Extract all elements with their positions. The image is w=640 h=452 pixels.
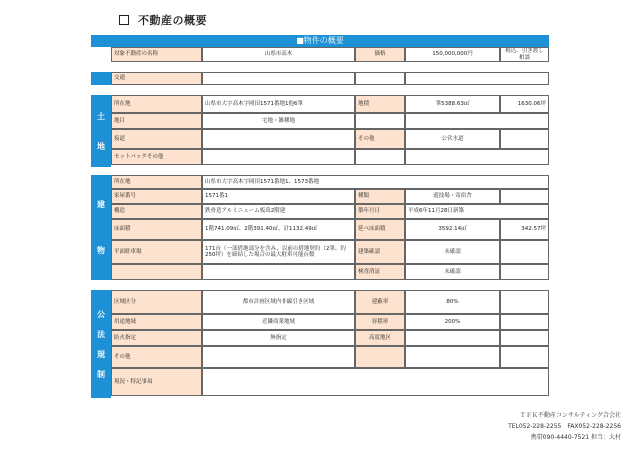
checkbox-icon (119, 15, 129, 25)
empty-cell (202, 264, 355, 280)
coverage-value: 80% (405, 290, 500, 314)
notes-value (202, 368, 549, 396)
house-number-label: 家屋番号 (111, 189, 202, 204)
coverage-label: 建蔽率 (355, 290, 405, 314)
property-name-label (111, 47, 202, 62)
empty-cell (355, 149, 405, 165)
far-value: 200% (405, 314, 500, 330)
notes-label: 現況・特記事項 (111, 368, 202, 396)
land-other-label: その他 (355, 129, 405, 149)
empty-cell (500, 240, 549, 264)
empty-cell (500, 346, 549, 368)
building-address-label: 所在地 (111, 175, 202, 189)
side-char: 法 (97, 329, 105, 339)
footer-mobile: 携帯090-4440-7521 担当：大村 (530, 434, 621, 441)
traffic-label (111, 72, 202, 85)
footer-tel: TEL052-228-2255 FAX052-228-2256 (508, 423, 621, 430)
inspection-label: 検査済証 (355, 264, 405, 280)
empty-cell (405, 113, 549, 129)
page-title-text: 不動産の概要 (138, 14, 207, 27)
traffic-cell (405, 72, 549, 85)
building-confirm-label: 建築確認 (355, 240, 405, 264)
house-number-value: 1571番1 (202, 189, 355, 204)
side-char: 物 (97, 246, 105, 256)
price-label: 価格 (355, 47, 405, 62)
empty-label (355, 346, 405, 368)
land-area-label: 地積 (355, 95, 405, 113)
empty-cell (405, 149, 549, 165)
zone-value: 都市計画区域内非線引き区域 (202, 290, 355, 314)
structure-label: 構造 (111, 204, 202, 219)
structure-value: 鉄骨造アルミニューム板葺2階建 (202, 204, 355, 219)
fire-value: 無指定 (202, 330, 355, 346)
empty-cell (355, 113, 405, 129)
land-category-value: 宅地・雑種地 (202, 113, 355, 129)
label-text: 交通 (114, 75, 126, 82)
side-char: 建 (97, 199, 105, 209)
tax-note: 税込、引き渡し相談 (500, 47, 549, 62)
use-district-value: 近隣商業地域 (202, 314, 355, 330)
total-floor-label: 延べ床面積 (355, 219, 405, 240)
far-label: 容積率 (355, 314, 405, 330)
land-setback-value (202, 149, 355, 165)
total-floor-m2: 3592.14㎡ (405, 219, 500, 240)
building-confirm-value: 未確認 (405, 240, 500, 264)
built-date-value: 平成6年11月28日新築 (405, 204, 549, 219)
reg-other-label: その他 (111, 346, 202, 368)
side-char: 公 (97, 309, 105, 319)
empty-cell (500, 314, 549, 330)
regulation-side-label (91, 290, 111, 398)
empty-cell (500, 189, 549, 204)
parking-label: 平面駐車場 (111, 240, 202, 264)
land-area-m2: 筆5388.63㎡ (405, 95, 500, 113)
floor-area-label: 床面積 (111, 219, 202, 240)
land-road-label: 接道 (111, 129, 202, 149)
building-type-value: 遊技場・寄宿舎 (405, 189, 500, 204)
land-address-label: 所在地 (111, 95, 202, 113)
building-address-value: 山県市大字高木字岡田1571番地1、1573番地 (202, 175, 549, 189)
land-setback-label: セットバックその他 (111, 149, 202, 165)
land-address-value: 山県市大字高木字岡田1571番地1他6筆 (202, 95, 355, 113)
fire-label: 防火指定 (111, 330, 202, 346)
traffic-cell (355, 72, 405, 85)
height-district-value (405, 330, 500, 346)
empty-label (111, 264, 202, 280)
page-title (119, 12, 207, 28)
height-district-label: 高度地区 (355, 330, 405, 346)
empty-cell (500, 290, 549, 314)
empty-cell (500, 330, 549, 346)
property-name-value: 山県市高木 (202, 47, 355, 62)
inspection-value: 未確認 (405, 264, 500, 280)
traffic-value (202, 72, 355, 85)
built-date-label: 築年月日 (355, 204, 405, 219)
zone-label: 区域区分 (111, 290, 202, 314)
parking-value: 171台（一部借地部分を含み、以前の借地契約（2筆、約250坪）を締結した場合の最大駐車可能台数 (202, 240, 355, 264)
side-char: 制 (97, 369, 105, 379)
empty-cell (500, 264, 549, 280)
use-district-label: 用途地域 (111, 314, 202, 330)
floor-area-value: 1階741.09㎡、2階391.40㎡、計1132.49㎡ (202, 219, 355, 240)
building-side-label (91, 175, 111, 280)
empty-cell (202, 346, 355, 368)
footer-company: ＴＦＫ不動産コンサルティング合会社 (519, 412, 621, 419)
traffic-side-bar (91, 72, 111, 85)
side-char: 規 (97, 349, 105, 359)
land-other-value: 公営水道 (405, 129, 500, 149)
land-category-label: 地目 (111, 113, 202, 129)
empty-cell (500, 129, 549, 149)
land-road-value (202, 129, 355, 149)
land-area-tsubo: 1630.06坪 (500, 95, 549, 113)
building-type-label: 種類 (355, 189, 405, 204)
section-header: ■物件の概要 (91, 35, 549, 47)
total-floor-tsubo: 342.57坪 (500, 219, 549, 240)
side-char: 地 (97, 141, 105, 151)
land-side-label (91, 95, 111, 167)
side-char: 土 (97, 111, 105, 121)
price-value: 150,000,000円 (405, 47, 500, 62)
label-text: 対象不動産の名称 (114, 51, 159, 58)
empty-cell (405, 346, 500, 368)
